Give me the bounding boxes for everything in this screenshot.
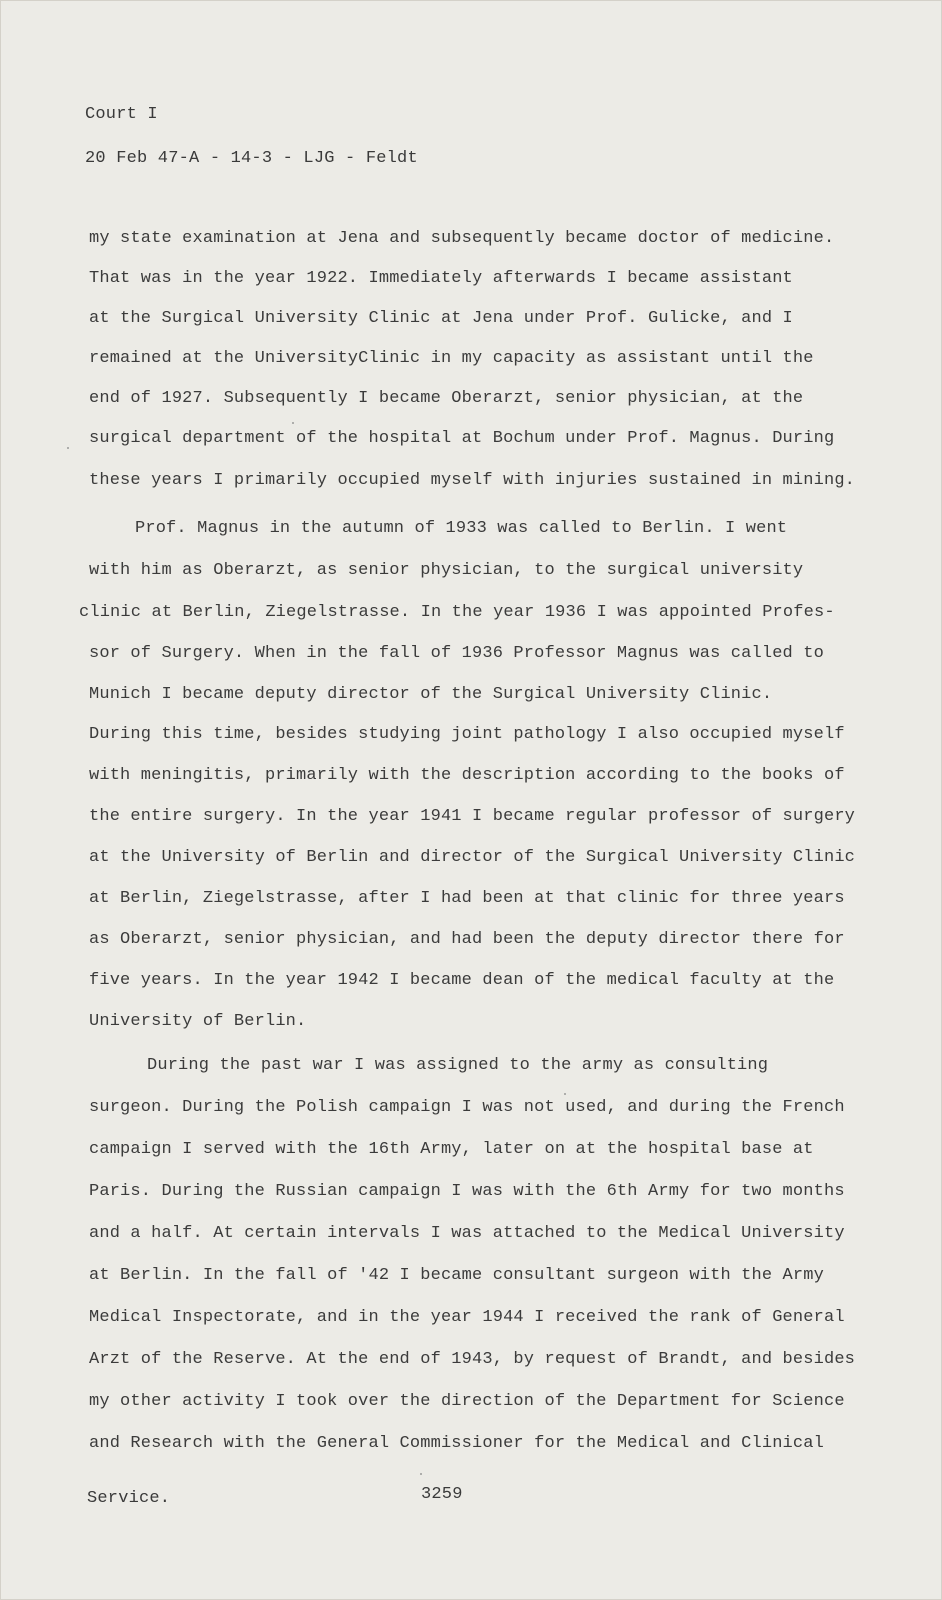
text-line: During this time, besides studying joint pathology I also occupied myself [89, 725, 845, 744]
document-reference: 20 Feb 47-A - 14-3 - LJG - Feldt [85, 149, 418, 168]
text-line: During the past war I was assigned to the army as consulting [147, 1056, 769, 1075]
paper-speck [564, 1093, 566, 1095]
text-line: end of 1927. Subsequently I became Oberarzt, senior physician, at the [89, 389, 804, 408]
text-line: and Research with the General Commissioner for the Medical and Clinical [89, 1434, 824, 1453]
text-line: That was in the year 1922. Immediately afterwards I became assistant [89, 269, 793, 288]
text-line: my state examination at Jena and subsequently became doctor of medicine. [89, 229, 835, 248]
text-line: sor of Surgery. When in the fall of 1936 Professor Magnus was called to [89, 644, 824, 663]
closing-line: Service. [87, 1489, 171, 1508]
text-line: remained at the UniversityClinic in my capacity as assistant until the [89, 349, 814, 368]
text-line: Medical Inspectorate, and in the year 1944 I received the rank of General [89, 1308, 845, 1327]
text-line: at Berlin. In the fall of '42 I became consultant surgeon with the Army [89, 1266, 824, 1285]
court-label: Court I [85, 105, 158, 124]
text-line: Prof. Magnus in the autumn of 1933 was called to Berlin. I went [135, 519, 788, 538]
text-line: the entire surgery. In the year 1941 I became regular professor of surgery [89, 807, 856, 826]
paper-speck [292, 422, 294, 424]
page-number: 3259 [421, 1485, 463, 1504]
text-line: my other activity I took over the direction of the Department for Science [89, 1392, 845, 1411]
paper-speck [67, 447, 69, 449]
text-line: clinic at Berlin, Ziegelstrasse. In the year 1936 I was appointed Profes- [79, 603, 835, 622]
text-line: Munich I became deputy director of the Surgical University Clinic. [89, 685, 773, 704]
paper-speck [420, 1473, 422, 1475]
text-line: at the Surgical University Clinic at Jena under Prof. Gulicke, and I [89, 309, 793, 328]
text-line: surgeon. During the Polish campaign I was not used, and during the French [89, 1098, 845, 1117]
text-line: as Oberarzt, senior physician, and had been the deputy director there for [89, 930, 845, 949]
text-line: five years. In the year 1942 I became dean of the medical faculty at the [89, 971, 835, 990]
text-line: with him as Oberarzt, as senior physician, to the surgical university [89, 561, 804, 580]
text-line: at Berlin, Ziegelstrasse, after I had been at that clinic for three years [89, 889, 845, 908]
text-line: campaign I served with the 16th Army, later on at the hospital base at [89, 1140, 814, 1159]
text-line: and a half. At certain intervals I was attached to the Medical University [89, 1224, 845, 1243]
text-line: Paris. During the Russian campaign I was with the 6th Army for two months [89, 1182, 845, 1201]
text-line: at the University of Berlin and director of the Surgical University Clinic [89, 848, 856, 867]
text-line: Arzt of the Reserve. At the end of 1943, by request of Brandt, and besides [89, 1350, 856, 1369]
text-line: University of Berlin. [89, 1012, 307, 1031]
text-line: surgical department of the hospital at Bochum under Prof. Magnus. During [89, 429, 835, 448]
text-line: with meningitis, primarily with the description according to the books of [89, 766, 845, 785]
text-line: these years I primarily occupied myself with injuries sustained in mining. [89, 471, 856, 490]
